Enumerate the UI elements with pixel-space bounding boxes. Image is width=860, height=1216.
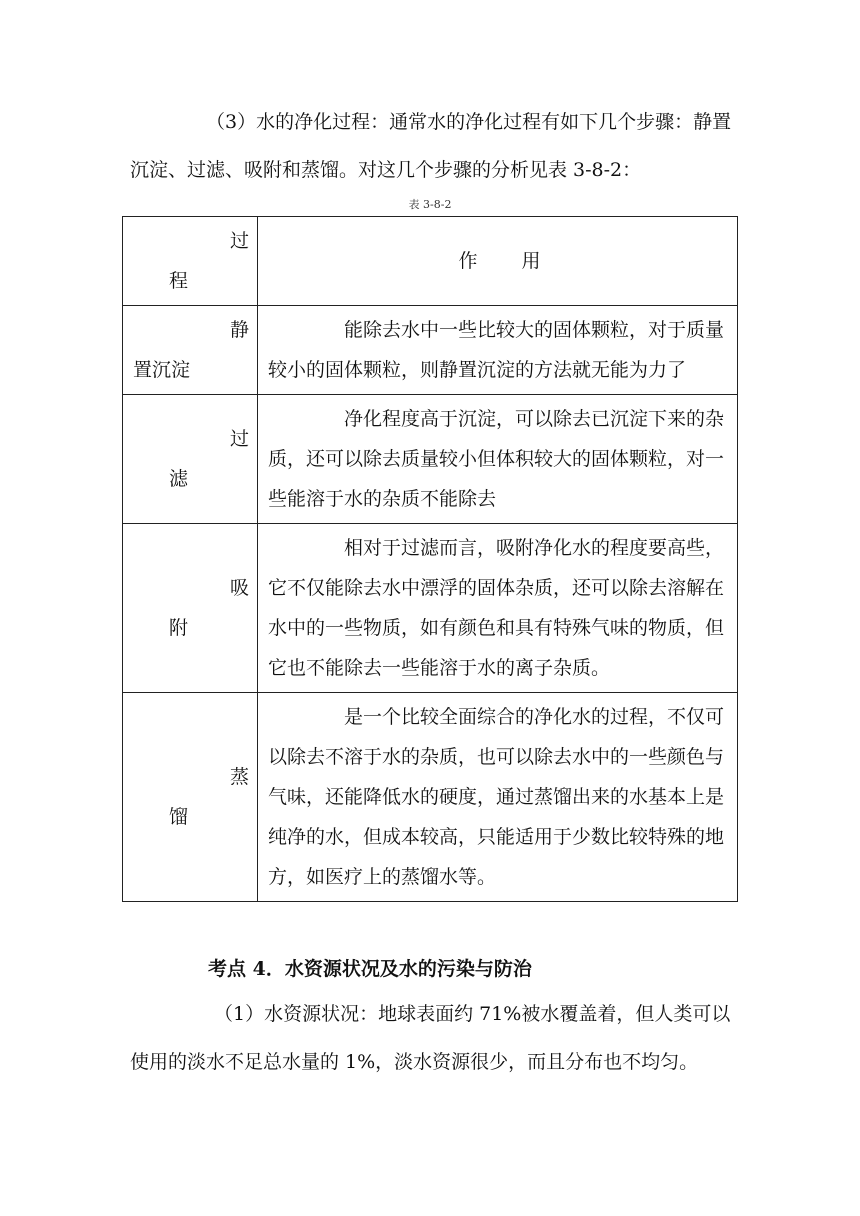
process-name-cell (123, 306, 258, 395)
process-desc: 相对于过滤而言，吸附净化水的程度要高些，它不仅能除去水中漂浮的固体杂质，还可以除去溶解在水中的一些物质，如有颜色和具有特殊气味的物质，但它也不能除去一些能溶于水的离子杂质。 (268, 537, 725, 679)
process-name-bottom: 附 (169, 617, 189, 639)
process-name-bottom: 馏 (169, 806, 189, 828)
process-name-top: 蒸 (229, 766, 249, 788)
process-name-top: 过 (229, 428, 249, 450)
process-name-bottom: 置沉淀 (133, 359, 191, 381)
process-desc-cell (258, 693, 738, 902)
header-process-bottom: 程 (169, 270, 189, 292)
header-function-a: 作 (458, 250, 478, 272)
table-row (123, 693, 738, 902)
process-desc-cell (258, 306, 738, 395)
table-caption: 表 3-8-2 (408, 198, 452, 211)
process-name-cell (123, 395, 258, 524)
water-resources-paragraph: （1）水资源状况：地球表面约 71%被水覆盖着，但人类可以使用的淡水不足总水量的 1%，淡水资源很少，而且分布也不均匀。 (130, 1003, 731, 1073)
process-desc: 能除去水中一些比较大的固体颗粒，对于质量较小的固体颗粒，则静置沉淀的方法就无能为力了 (268, 319, 725, 381)
table-header-row (123, 217, 738, 306)
process-name-cell (123, 524, 258, 693)
process-desc: 净化程度高于沉淀，可以除去已沉淀下来的杂质，还可以除去质量较小但体积较大的固体颗粒，对一些能溶于水的杂质不能除去 (268, 408, 725, 510)
process-desc: 是一个比较全面综合的净化水的过程，不仅可以除去不溶于水的杂质，也可以除去水中的一些颜色与气味，还能降低水的硬度，通过蒸馏出来的水基本上是纯净的水，但成本较高，只能适用于少数比较特殊的地方，如医疗上的蒸馏水等。 (268, 706, 725, 888)
process-desc-cell (258, 524, 738, 693)
process-name-top: 吸 (229, 577, 249, 599)
header-function-b: 用 (521, 250, 541, 272)
purification-table (122, 216, 738, 902)
header-function-cell (258, 217, 738, 306)
table-row (123, 524, 738, 693)
section-heading: 考点 4．水资源状况及水的污染与防治 (208, 958, 532, 980)
intro-paragraph: （3）水的净化过程：通常水的净化过程有如下几个步骤：静置沉淀、过滤、吸附和蒸馏。对这几个步骤的分析见表 3-8-2： (130, 111, 732, 181)
process-desc-cell (258, 395, 738, 524)
header-process-top: 过 (229, 230, 249, 252)
table-row (123, 306, 738, 395)
process-name-top: 静 (229, 319, 249, 341)
process-name-bottom: 滤 (169, 468, 189, 490)
process-name-cell (123, 693, 258, 902)
header-process-cell (123, 217, 258, 306)
table-row (123, 395, 738, 524)
